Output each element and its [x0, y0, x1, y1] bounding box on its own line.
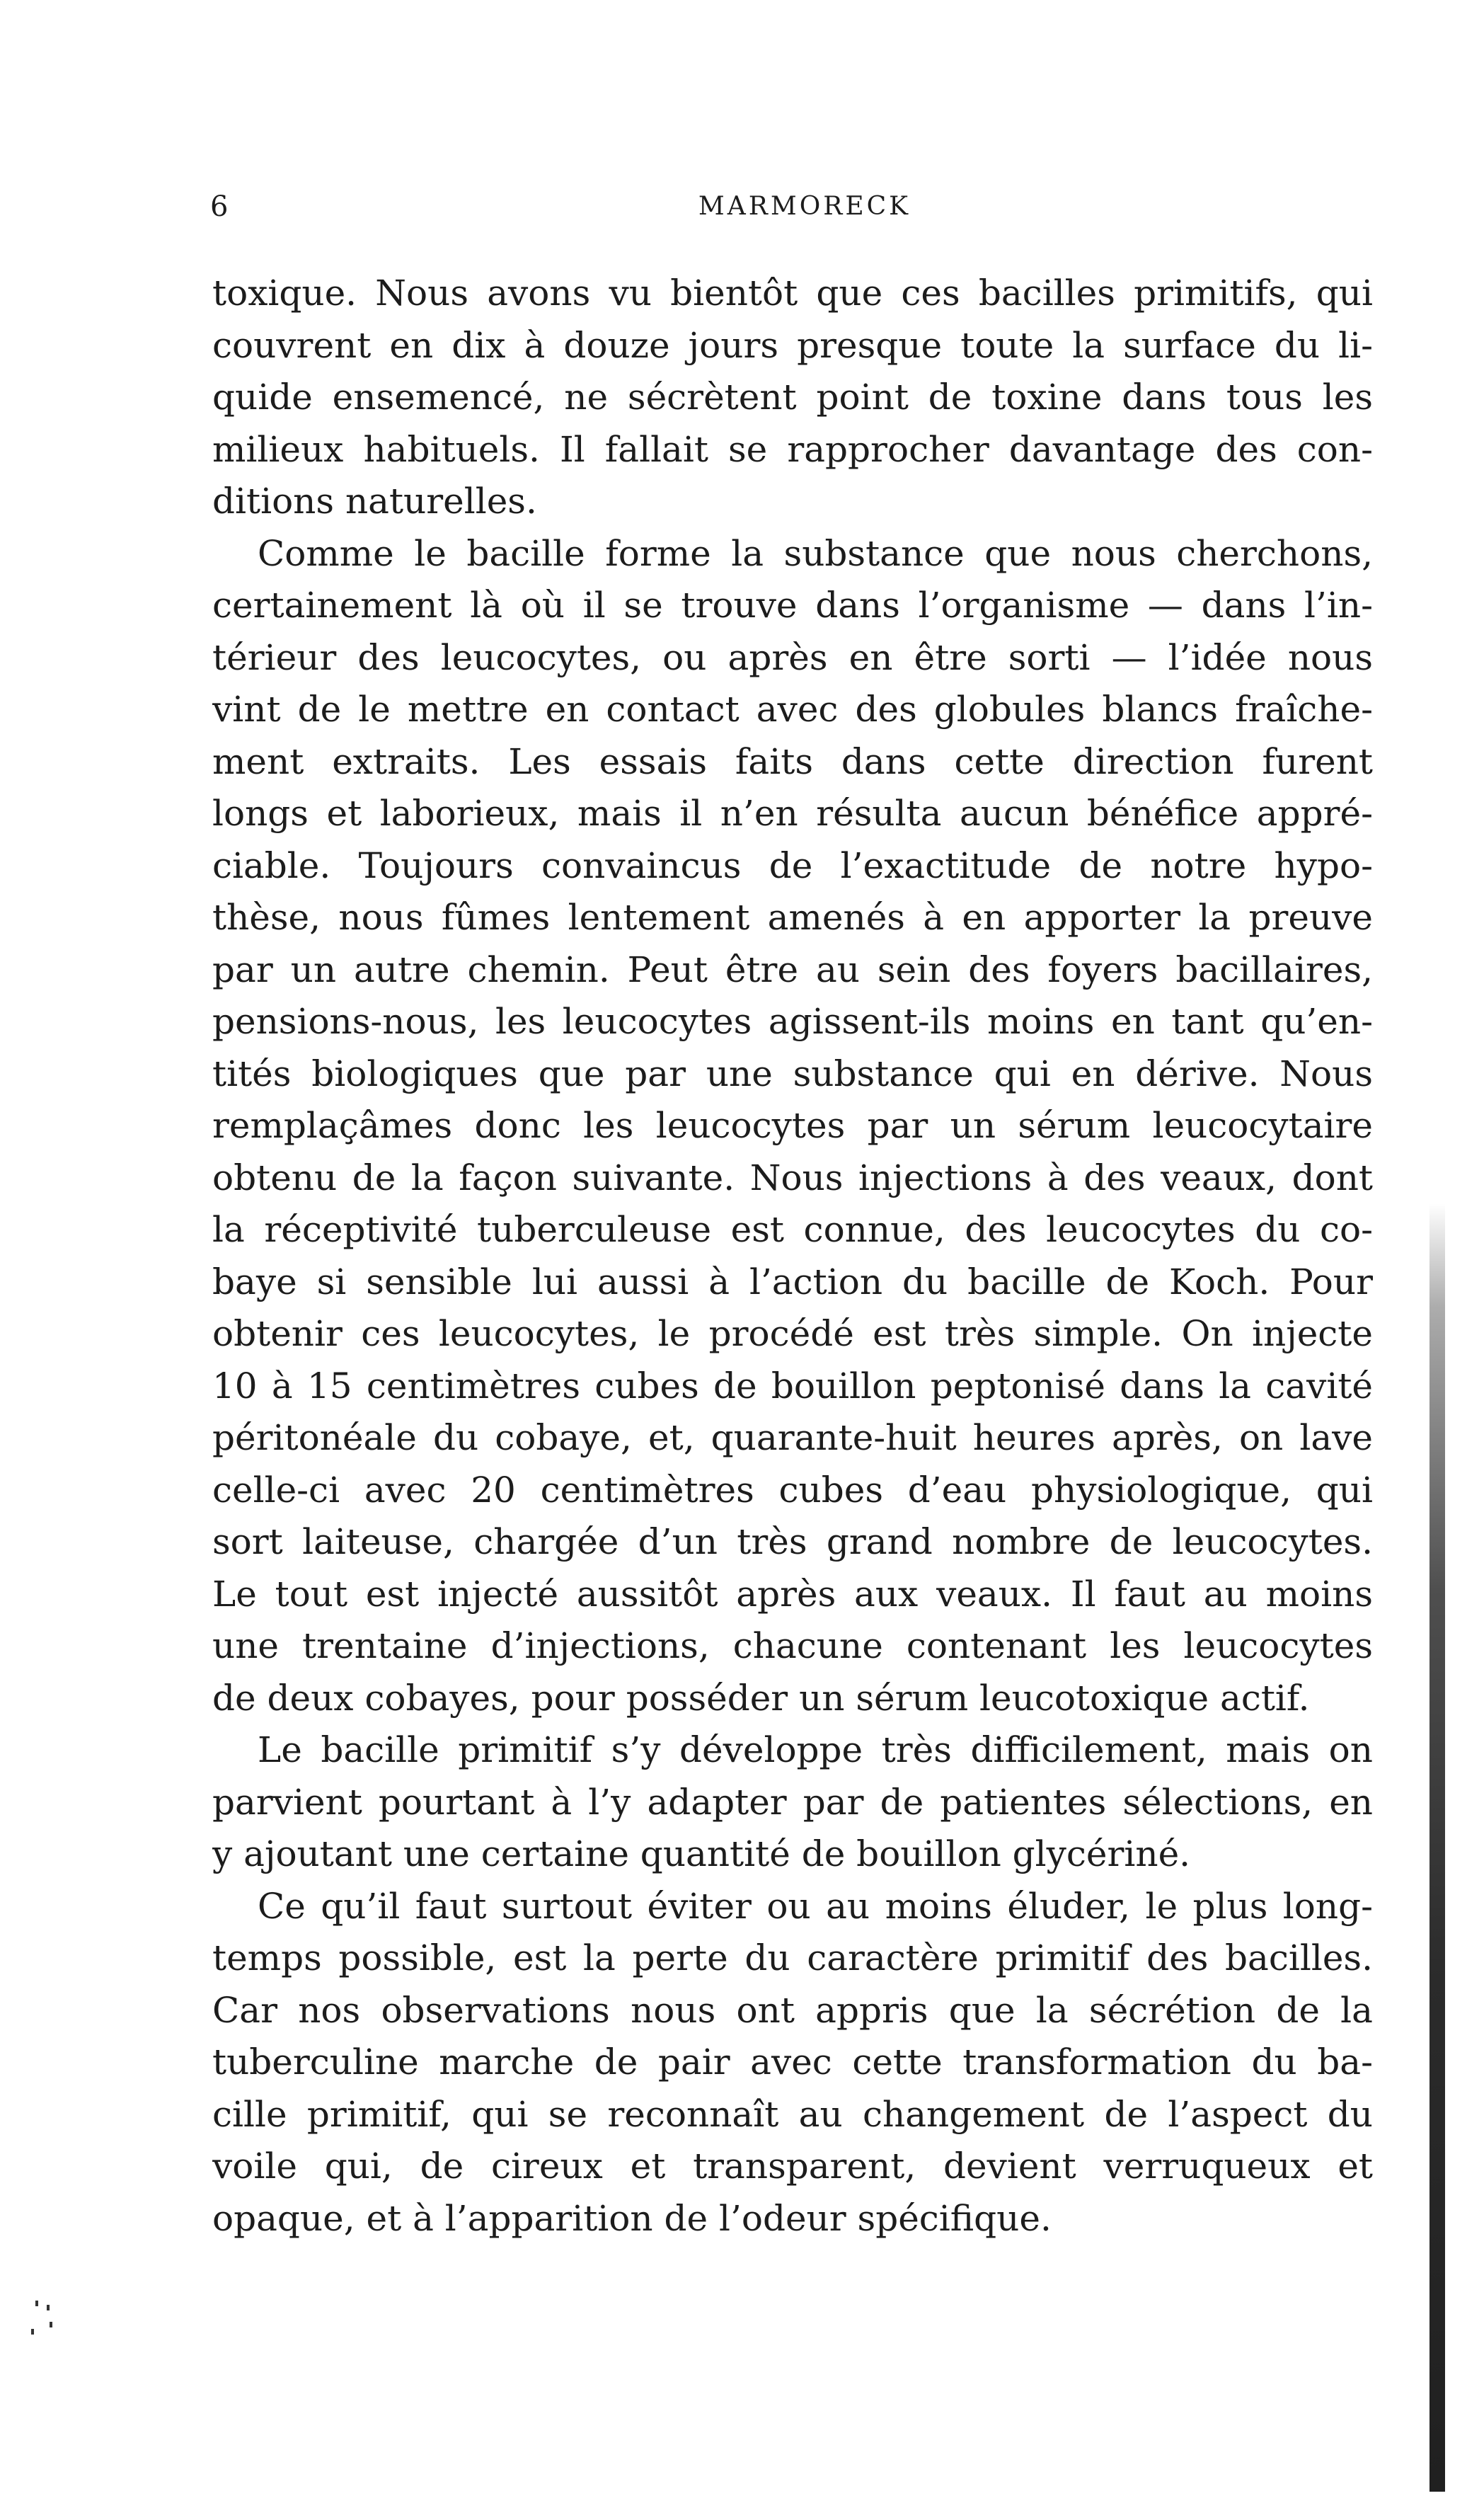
text-line: thèse, nous fûmes lentement amenés à en apporter la preuve: [212, 897, 1373, 938]
scan-speck: [31, 2329, 34, 2335]
text-line: Ce qu’il faut surtout éviter ou au moins éluder, le plus long-: [258, 1885, 1373, 1927]
text-line: quide ensemencé, ne sécrètent point de toxine dans tous les: [212, 377, 1373, 418]
text-line: tités biologiques que par une substance qui en dérive. Nous: [212, 1053, 1373, 1094]
text-line: ment extraits. Les essais faits dans cette direction furent: [212, 740, 1373, 782]
text-line: remplaçâmes donc les leucocytes par un sérum leucocytaire: [212, 1105, 1373, 1146]
text-line: voile qui, de cireux et transparent, devient verruqueux et: [212, 2146, 1373, 2187]
text-line: Le bacille primitif s’y développe très difficilement, mais on: [258, 1729, 1373, 1770]
text-line: celle-ci avec 20 centimètres cubes d’eau physiologique, qui: [212, 1469, 1373, 1511]
scan-speck: [35, 2301, 38, 2306]
paragraph: [212, 268, 1373, 528]
scan-specks: [28, 2301, 71, 2343]
text-line: par un autre chemin. Peut être au sein des foyers bacillaires,: [212, 949, 1373, 990]
text-line: térieur des leucocytes, ou après en être sorti — l’idée nous: [212, 636, 1373, 678]
text-line: temps possible, est la perte du caractère primitif des bacilles.: [212, 1937, 1373, 1978]
running-title: MARMORECK: [698, 192, 911, 221]
scan-speck: [47, 2305, 50, 2310]
text-line: toxique. Nous avons vu bientôt que ces bacilles primitifs, qui: [212, 273, 1373, 314]
text-line: Comme le bacille forme la substance que nous cherchons,: [258, 532, 1373, 574]
paragraph: [212, 1881, 1373, 2245]
text-line: pensions-nous, les leucocytes agissent-ils moins en tant qu’en-: [212, 1001, 1373, 1042]
text-line: obtenir ces leucocytes, le procédé est très simple. On injecte: [212, 1313, 1373, 1354]
text-line: Car nos observations nous ont appris que la sécrétion de la: [212, 1989, 1373, 2031]
text-line: baye si sensible lui aussi à l’action du bacille de Koch. Pour: [212, 1261, 1373, 1302]
text-line: couvrent en dix à douze jours presque toute la surface du li-: [212, 324, 1373, 366]
text-line: sort laiteuse, chargée d’un très grand nombre de leucocytes.: [212, 1521, 1373, 1562]
paragraph: [212, 528, 1373, 1725]
scan-speck: [50, 2322, 52, 2327]
text-line: de deux cobayes, pour posséder un sérum leucotoxique actif.: [212, 1677, 1310, 1719]
text-line: vint de le mettre en contact avec des globules blancs fraîche-: [212, 689, 1373, 730]
text-line: parvient pourtant à l’y adapter par de patientes sélections, en: [212, 1781, 1373, 1823]
running-head: [210, 185, 1399, 228]
text-line: ciable. Toujours convaincus de l’exactitude de notre hypo-: [212, 844, 1373, 886]
text-line: péritonéale du cobaye, et, quarante-huit heures après, on lave: [212, 1417, 1373, 1458]
text-line: une trentaine d’injections, chacune contenant les leucocytes: [212, 1625, 1373, 1666]
text-line: opaque, et à l’apparition de l’odeur spécifique.: [212, 2197, 1052, 2239]
text-line: obtenu de la façon suivante. Nous injections à des veaux, dont: [212, 1157, 1373, 1198]
text-line: longs et laborieux, mais il n’en résulta aucun bénéfice appré-: [212, 793, 1373, 834]
text-line: 10 à 15 centimètres cubes de bouillon peptonisé dans la cavité: [212, 1365, 1373, 1407]
text-line: certainement là où il se trouve dans l’organisme — dans l’in-: [212, 585, 1373, 626]
body-text: [212, 268, 1373, 2245]
text-line: milieux habituels. Il fallait se rapprocher davantage des con-: [212, 428, 1373, 470]
scan-edge-shadow: [1429, 1203, 1445, 2492]
text-line: y ajoutant une certaine quantité de bouillon glycériné.: [212, 1833, 1191, 1874]
paragraph: [212, 1724, 1373, 1881]
text-line: Le tout est injecté aussitôt après aux veaux. Il faut au moins: [212, 1573, 1373, 1615]
page-number: 6: [210, 190, 229, 223]
text-line: la réceptivité tuberculeuse est connue, des leucocytes du co-: [212, 1209, 1373, 1250]
text-line: cille primitif, qui se reconnaît au changement de l’aspect du: [212, 2093, 1373, 2135]
text-line: tuberculine marche de pair avec cette transformation du ba-: [212, 2041, 1373, 2083]
text-line: ditions naturelles.: [212, 481, 537, 522]
